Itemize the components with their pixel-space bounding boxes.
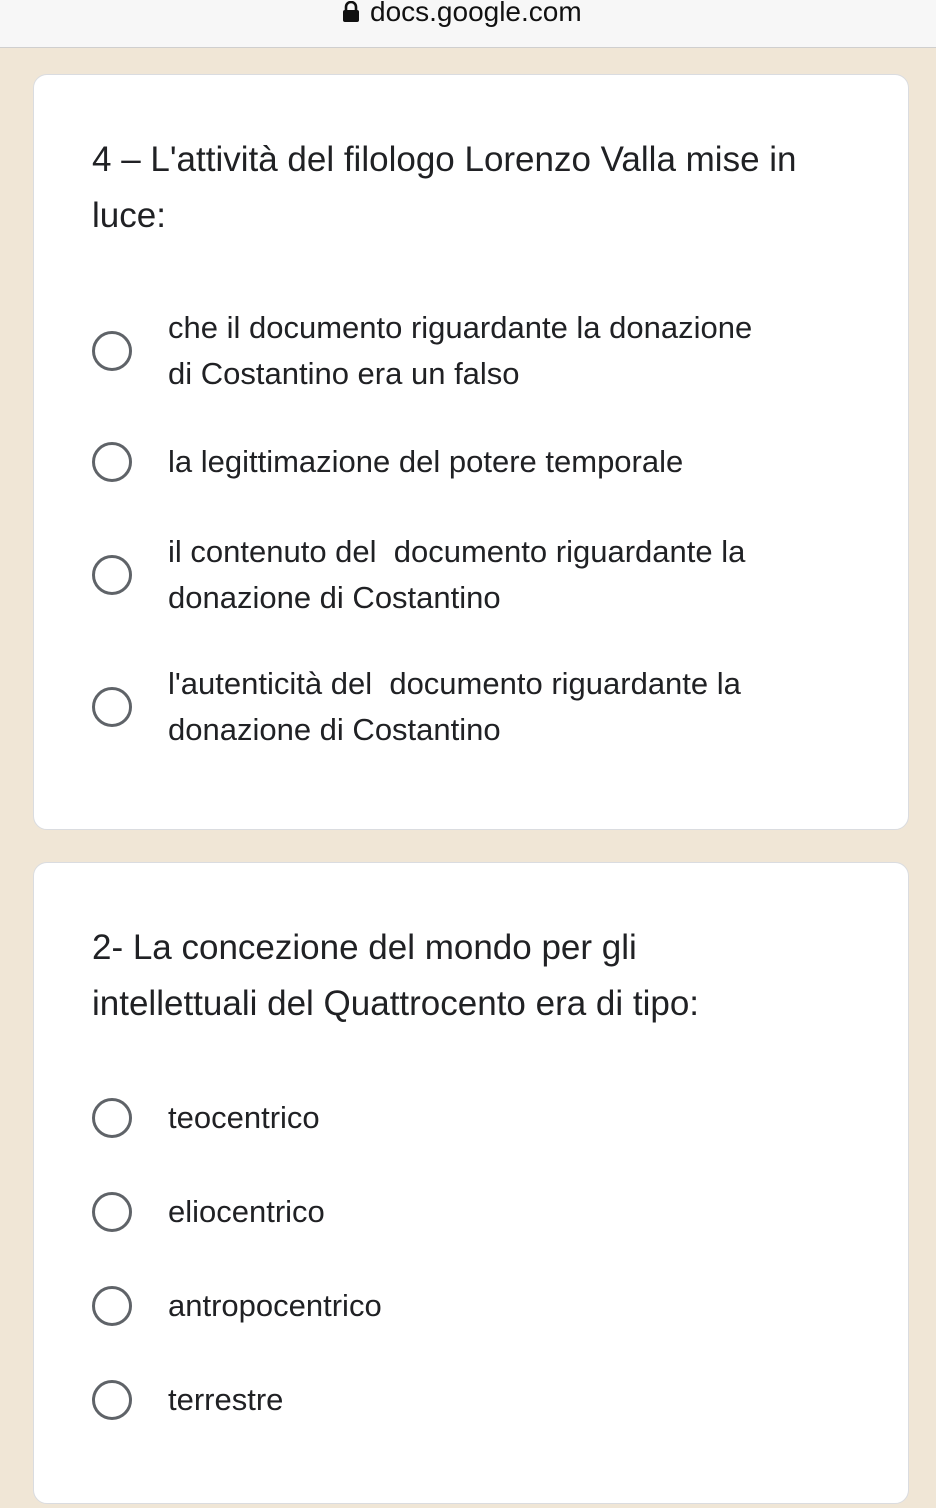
radio-unchecked-icon[interactable] — [92, 1380, 132, 1420]
option-label: la legittimazione del potere temporale — [168, 444, 684, 479]
option-label: antropocentrico — [168, 1288, 382, 1323]
url-text: docs.google.com — [370, 0, 582, 27]
browser-address-bar[interactable] — [0, 0, 936, 48]
radio-unchecked-icon[interactable] — [92, 687, 132, 727]
radio-unchecked-icon[interactable] — [92, 1286, 132, 1326]
radio-option[interactable] — [92, 1095, 872, 1141]
radio-option[interactable] — [92, 439, 872, 485]
question-title: 4 – L'attività del filologo Lorenzo Valla mise in luce: — [92, 140, 797, 235]
question-card — [33, 862, 909, 1504]
radio-option[interactable] — [92, 305, 872, 397]
radio-option[interactable] — [92, 529, 872, 621]
radio-option[interactable] — [92, 1377, 872, 1423]
option-label: teocentrico — [168, 1100, 320, 1135]
radio-option[interactable] — [92, 1283, 872, 1329]
option-label: eliocentrico — [168, 1194, 325, 1229]
radio-option[interactable] — [92, 661, 872, 753]
question-title: 2- La concezione del mondo per gli intellettuali del Quattrocento era di tipo: — [92, 928, 700, 1023]
radio-option[interactable] — [92, 1189, 872, 1235]
radio-unchecked-icon[interactable] — [92, 1192, 132, 1232]
option-label: che il documento riguardante la donazione di Costantino era un falso — [168, 310, 761, 391]
radio-unchecked-icon[interactable] — [92, 442, 132, 482]
option-label: terrestre — [168, 1382, 284, 1417]
question-card — [33, 74, 909, 830]
radio-unchecked-icon[interactable] — [92, 555, 132, 595]
radio-unchecked-icon[interactable] — [92, 1098, 132, 1138]
lock-icon — [342, 1, 360, 23]
radio-unchecked-icon[interactable] — [92, 331, 132, 371]
option-label: l'autenticità del documento riguardante la donazione di Costantino — [168, 666, 750, 747]
url-display[interactable] — [342, 0, 582, 30]
option-label: il contenuto del documento riguardante la donazione di Costantino — [168, 534, 754, 615]
